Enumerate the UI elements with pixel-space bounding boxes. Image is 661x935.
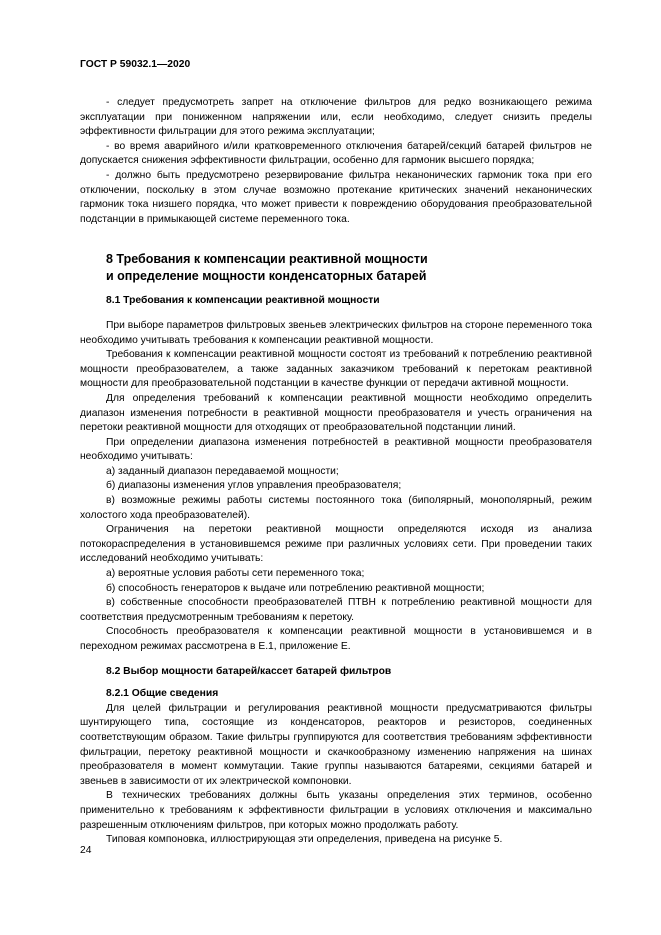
s81-paragraph-1: При выборе параметров фильтровых звеньев электрических фильтров на стороне переменного тока необходимо учитывать требования к компенсации реактивной мощности. bbox=[80, 319, 592, 346]
section-8-2-1-heading: 8.2.1 Общие сведения bbox=[106, 688, 219, 700]
s81-paragraph-3: Для определения требований к компенсации реактивной мощности необходимо определить диапазон изменения потребности в реактивной мощности преобразователя и учесть ограничения на перетоки реактивной мощности для отходящих от преобразовательной подстанции линий. bbox=[80, 392, 592, 434]
s82-paragraph-2: В технических требованиях должны быть указаны определения этих терминов, особенно применительно к требованиям к эффективности фильтрации в условиях отключения и максимально разрешенным отключениям фильтров, при которых можно продолжать работу. bbox=[80, 790, 592, 831]
s81-paragraph-5: Ограничения на перетоки реактивной мощности определяются исходя из анализа потокораспределения в установившемся режиме при различных условиях сети. При проведении таких исследований необходимо учитывать: bbox=[80, 524, 592, 565]
intro-item-1: - следует предусмотреть запрет на отключение фильтров для редко возникающего режима эксплуатации при пониженном напряжении или, если необходимо, следует снизить пределы эффективности фильтрации для этого режима эксплуатации; bbox=[80, 97, 592, 138]
intro-item-2: - во время аварийного и/или кратковременного отключения батарей/секций батарей фильтров не допускается снижения эффективности фильтрации, особенно для гармоник высшего порядка; bbox=[80, 140, 592, 167]
page-number: 24 bbox=[80, 845, 92, 856]
s81-list1-item-c: в) возможные режимы работы системы постоянного тока (биполярный, монополярный, режим холостого хода преобразователей). bbox=[80, 495, 592, 521]
s81-list2-item-a: а) вероятные условия работы сети переменного тока; bbox=[106, 568, 365, 580]
s82-paragraph-3: Типовая компоновка, иллюстрирующая эти определения, приведена на рисунке 5. bbox=[106, 834, 503, 846]
s81-list1-item-b: б) диапазоны изменения углов управления преобразователя; bbox=[106, 480, 402, 492]
section-8-title-line-2: и определение мощности конденсаторных батарей bbox=[106, 268, 427, 283]
intro-item-3: - должно быть предусмотрено резервирование фильтра неканонических гармоник тока при его отключении, поскольку в этом случае возможно протекание критических значений неканонических гармоник тока низшего порядка, что может привести к повреждению оборудования преобразовательной подстанции в примыкающей системе переменного тока. bbox=[80, 169, 592, 225]
s81-list1-item-a: а) заданный диапазон передаваемой мощности; bbox=[106, 465, 339, 477]
section-8-2-heading: 8.2 Выбор мощности батарей/кассет батарей фильтров bbox=[106, 665, 392, 677]
s81-list2-item-c: в) собственные способности преобразователей ПТВН к потреблению реактивной мощности для соответствия предусмотренным требованиям к перетоку. bbox=[80, 597, 592, 623]
section-8-1-heading: 8.1 Требования к компенсации реактивной мощности bbox=[106, 295, 380, 307]
section-8-title-line-1: 8 Требования к компенсации реактивной мощности bbox=[106, 252, 428, 267]
page-content bbox=[80, 96, 592, 848]
s82-paragraph-1: Для целей фильтрации и регулирования реактивной мощности предусматриваются фильтры шунтирующего типа, состоящие из конденсаторов, реакторов и резисторов, соединенных соответствующим образом. Такие фильтры группируются для соответствия требованиям эффективности фильтрации, перетоку реактивной мощности и скачкообразному изменению напряжения на шинах преобразователя в момент коммутации. Такие группы называются батареями, секциями батарей и звеньев в зависимости от их электрической компоновки. bbox=[80, 702, 592, 787]
s81-paragraph-2: Требования к компенсации реактивной мощности состоят из требований к потреблению реактивной мощности преобразователем, а также заданных заказчиком требований к перетокам реактивной мощности для преобразовательной подстанции в качестве функции от передачи активной мощности. bbox=[80, 349, 592, 390]
s81-paragraph-4: При определении диапазона изменения потребностей в реактивной мощности преобразователя необходимо учитывать: bbox=[80, 436, 592, 463]
s81-paragraph-6: Способность преобразователя к компенсации реактивной мощности в установившемся и в переходном режимах рассмотрена в Е.1, приложение Е. bbox=[80, 626, 592, 652]
s81-list2-item-b: б) способность генераторов к выдаче или потреблению реактивной мощности; bbox=[106, 582, 485, 594]
document-id-header: ГОСТ Р 59032.1—2020 bbox=[80, 59, 191, 70]
